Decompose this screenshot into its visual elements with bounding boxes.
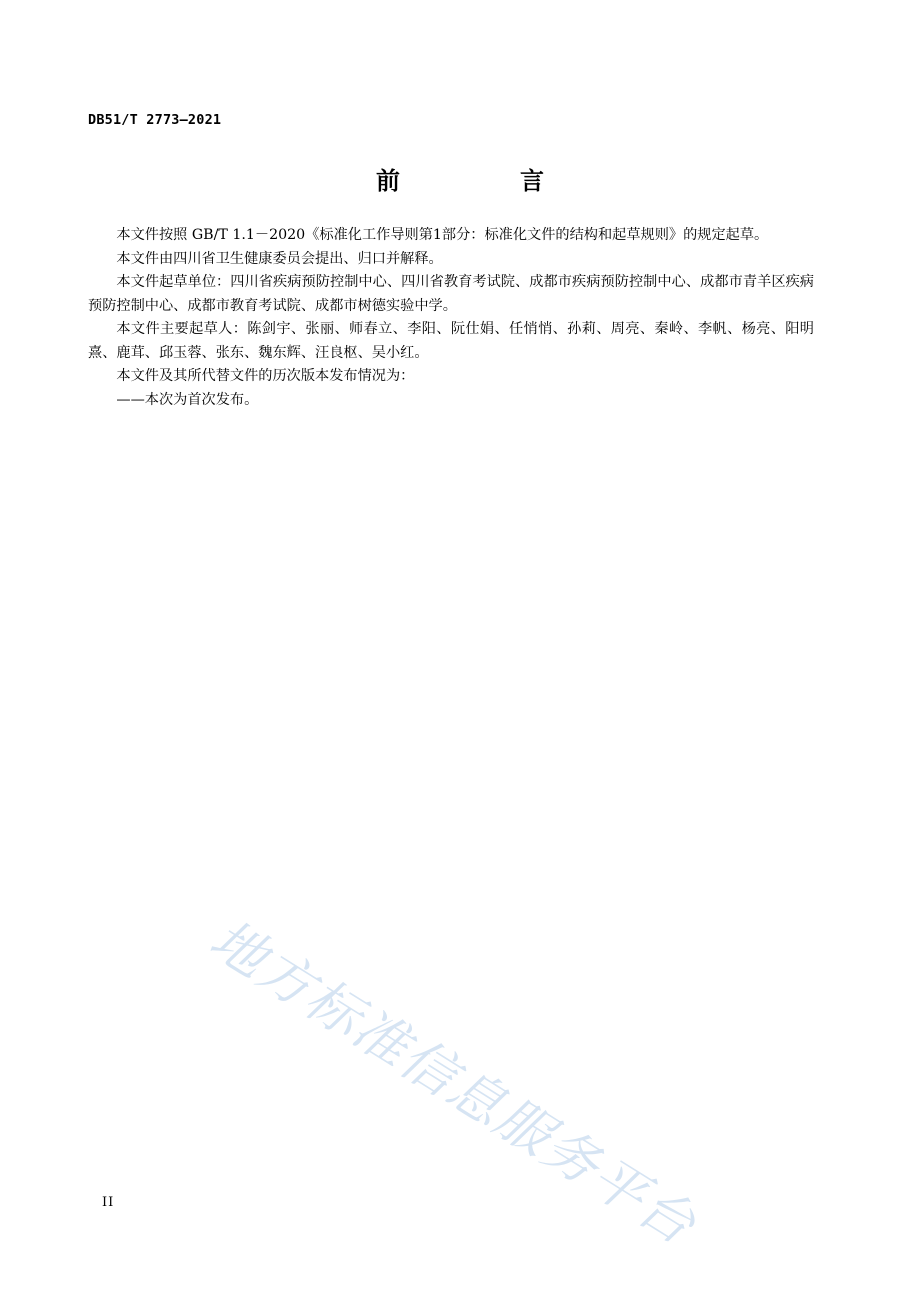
paragraph-version-history: 本文件及其所代替文件的历次版本发布情况为：	[116, 368, 415, 384]
page-number: II	[102, 1195, 115, 1210]
paragraph-drafting-rules: 本文件按照 GB/T 1.1－2020《标准化工作导则第1部分：标准化文件的结构和起草规则》的规定起草。	[116, 227, 769, 243]
page-title: 前 言	[376, 167, 592, 195]
paragraph-proposer: 本文件由四川省卫生健康委员会提出、归口并解释。	[116, 250, 443, 267]
paragraph-first-release: ——本次为首次发布。	[116, 391, 259, 408]
foreword-body	[88, 224, 814, 412]
doc-code: DB51/T 2773—2021	[88, 112, 222, 128]
watermark: 地方标准信息服务平台	[199, 907, 708, 1258]
paragraph-drafting-units: 本文件起草单位：四川省疾病预防控制中心、四川省教育考试院、成都市疾病预防控制中心、成都市青羊区疾病预防控制中心、成都市教育考试院、成都市树德实验中学。	[88, 274, 814, 314]
paragraph-drafters: 本文件主要起草人：陈剑宇、张丽、师春立、李阳、阮仕娟、任悄悄、孙莉、周亮、秦岭、李帆、杨亮、阳明熹、鹿茸、邱玉蓉、张东、魏东辉、汪良枢、吴小红。	[88, 321, 814, 361]
